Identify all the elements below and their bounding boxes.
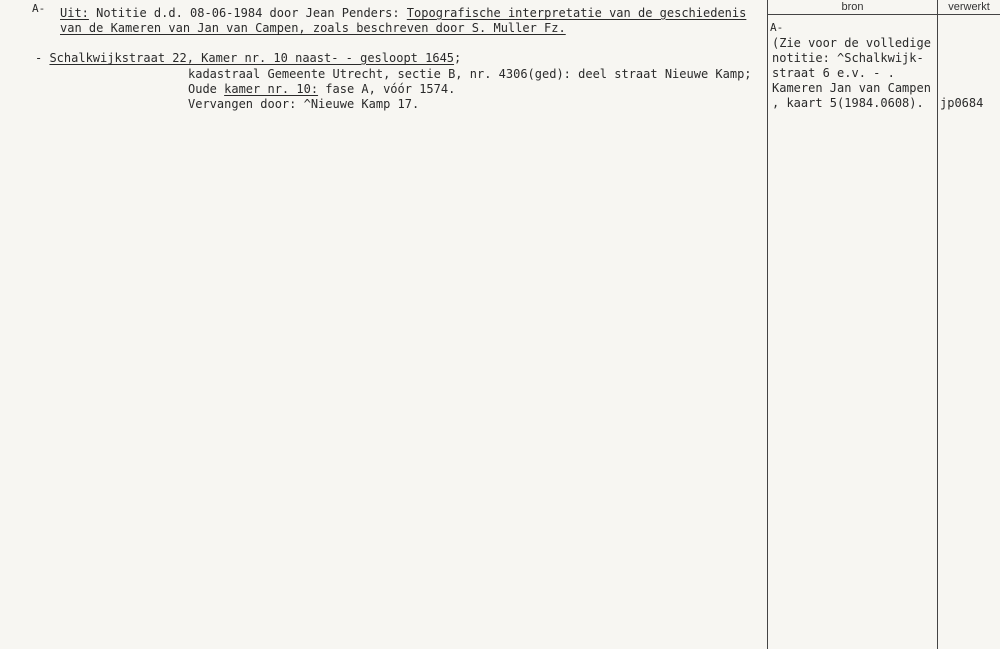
bron-marker: A- bbox=[770, 21, 784, 34]
verwerkt-code: jp0684 bbox=[940, 96, 984, 110]
oude-kamer-ref: kamer nr. 10: bbox=[224, 82, 319, 96]
entry-heading-line bbox=[35, 51, 461, 66]
bron-line-2: notitie: ^Schalkwijk- bbox=[772, 51, 924, 65]
entry-marker: A- bbox=[32, 2, 46, 15]
entry-heading: Schalkwijkstraat 22, Kamer nr. 10 naast- - gesloopt 1645 bbox=[49, 51, 455, 65]
oude-prefix: Oude bbox=[188, 82, 225, 96]
bron-line-1: (Zie voor de volledige bbox=[772, 36, 931, 50]
verwerkt-column-header: verwerkt bbox=[948, 1, 990, 13]
vervangen-line: Vervangen door: ^Nieuwe Kamp 17. bbox=[188, 97, 420, 111]
source-title: Topografische interpretatie van de geschiedenis bbox=[406, 6, 747, 20]
source-prefix: Uit: bbox=[60, 6, 89, 20]
bron-line-3: straat 6 e.v. - . bbox=[772, 66, 895, 80]
source-line-2: van de Kameren van Jan van Campen, zoals beschreven door S. Muller Fz. bbox=[60, 21, 566, 35]
source-description: Notitie d.d. 08-06-1984 door Jean Penders: bbox=[88, 6, 407, 20]
source-line-1 bbox=[60, 6, 746, 21]
bron-column-divider bbox=[767, 0, 768, 649]
bron-line-5: , kaart 5(1984.0608). bbox=[772, 96, 924, 110]
oude-rest: fase A, vóór 1574. bbox=[318, 82, 456, 96]
oude-kamer-line bbox=[188, 82, 455, 97]
kadastraal-line: kadastraal Gemeente Utrecht, sectie B, nr. 4306(ged): deel straat Nieuwe Kamp; bbox=[188, 67, 752, 81]
verwerkt-column-divider bbox=[937, 0, 938, 649]
bron-line-4: Kameren Jan van Campen bbox=[772, 81, 931, 95]
entry-dash: - bbox=[35, 51, 50, 65]
bron-column-header: bron bbox=[841, 1, 864, 13]
entry-heading-end: ; bbox=[454, 51, 462, 65]
